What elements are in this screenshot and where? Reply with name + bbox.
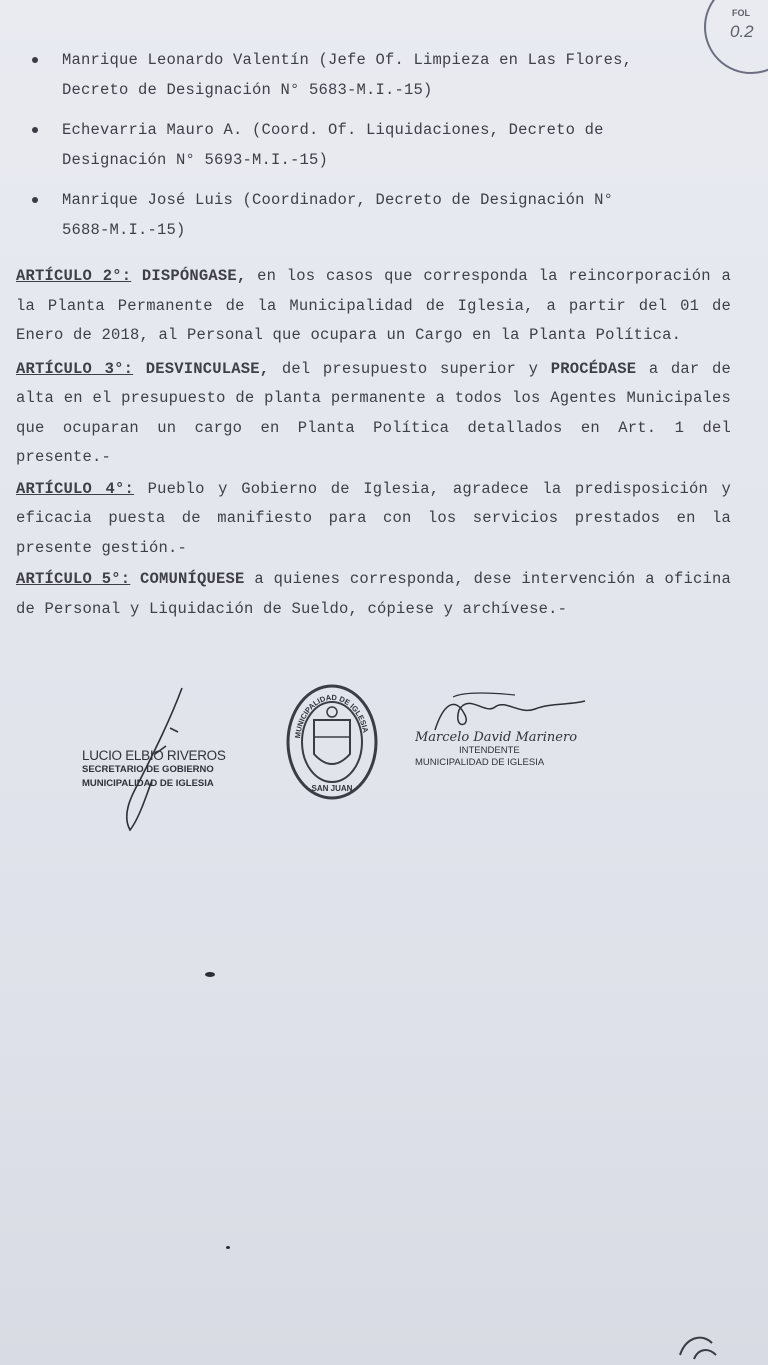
bullet-icon	[32, 57, 38, 63]
article-3-label: ARTÍCULO 3°:	[16, 359, 134, 378]
signer-handwritten-name: Marcelo David Marinero	[415, 730, 578, 745]
article-3	[16, 355, 731, 473]
article-5-keyword: COMUNÍQUESE	[140, 570, 245, 588]
signatures-area	[0, 680, 768, 850]
article-3-keyword-1: DESVINCULASE,	[145, 359, 270, 378]
signer-name: LUCIO ELBIO RIVEROS	[82, 748, 226, 763]
article-5-label: ARTÍCULO 5°:	[16, 570, 131, 588]
article-4-text: Pueblo y Gobierno de Iglesia, agradece la predisposición y eficacia puesta de manifiesto para con los servicios prestados en la presente gestión.-	[16, 479, 731, 557]
personnel-list	[16, 45, 731, 255]
corner-fol-label: FOL	[732, 8, 750, 18]
article-4	[16, 475, 731, 564]
seal-bottom-text: SAN JUAN	[311, 784, 353, 793]
list-item-line: Manrique José Luis (Coordinador, Decreto de Designación N°	[62, 191, 614, 209]
articles-section	[16, 262, 731, 626]
corner-mark	[672, 1325, 732, 1365]
left-signature-block	[82, 748, 257, 791]
right-signature-block	[415, 730, 615, 769]
article-3-text-1: del presupuesto superior y	[281, 359, 539, 378]
bullet-icon	[32, 197, 38, 203]
article-2	[16, 262, 731, 351]
article-5	[16, 565, 731, 624]
signer-title: SECRETARIO DE GOBIERNO	[82, 764, 214, 775]
list-item	[16, 185, 731, 245]
list-item-line: 5688-M.I.-15)	[62, 221, 186, 239]
ink-speck	[226, 1246, 230, 1249]
article-4-label: ARTÍCULO 4°:	[16, 479, 135, 498]
article-5-text: a quienes corresponda, dese intervención a oficina de Personal y Liquidación de Sueldo, cópiese y archívese.-	[16, 570, 731, 618]
article-2-label: ARTÍCULO 2°:	[16, 267, 132, 285]
list-item-line: Decreto de Designación N° 5683-M.I.-15)	[62, 81, 433, 99]
article-2-text: en los casos que corresponda la reincorporación a la Planta Permanente de la Municipalidad de Iglesia, a partir del 01 de Enero de 2018, al Personal que ocupara un Cargo en la Planta Política.	[16, 267, 731, 344]
corner-folio-number: 0.2	[730, 22, 754, 41]
list-item-line: Designación N° 5693-M.I.-15)	[62, 151, 329, 169]
signer-title: INTENDENTE	[459, 745, 520, 756]
signer-organization: MUNICIPALIDAD DE IGLESIA	[82, 778, 214, 789]
ink-speck	[205, 972, 215, 977]
article-3-text-2: a dar de alta en el presupuesto de planta permanente a todos los Agentes Municipales que ocuparan un cargo en Planta Política detallados en Art. 1 del presente.-	[16, 359, 731, 466]
list-item	[16, 115, 731, 175]
list-item	[16, 45, 731, 105]
list-item-line: Echevarria Mauro A. (Coord. Of. Liquidaciones, Decreto de	[62, 121, 604, 139]
bullet-icon	[32, 127, 38, 133]
signer-organization: MUNICIPALIDAD DE IGLESIA	[415, 757, 545, 768]
list-item-line: Manrique Leonardo Valentín (Jefe Of. Limpieza en Las Flores,	[62, 51, 633, 69]
article-3-keyword-2: PROCÉDASE	[550, 359, 637, 378]
article-2-keyword: DISPÓNGASE,	[141, 267, 247, 285]
municipal-seal	[284, 682, 380, 802]
seal-top-text: MUNICIPALIDAD DE IGLESIA	[293, 692, 371, 739]
